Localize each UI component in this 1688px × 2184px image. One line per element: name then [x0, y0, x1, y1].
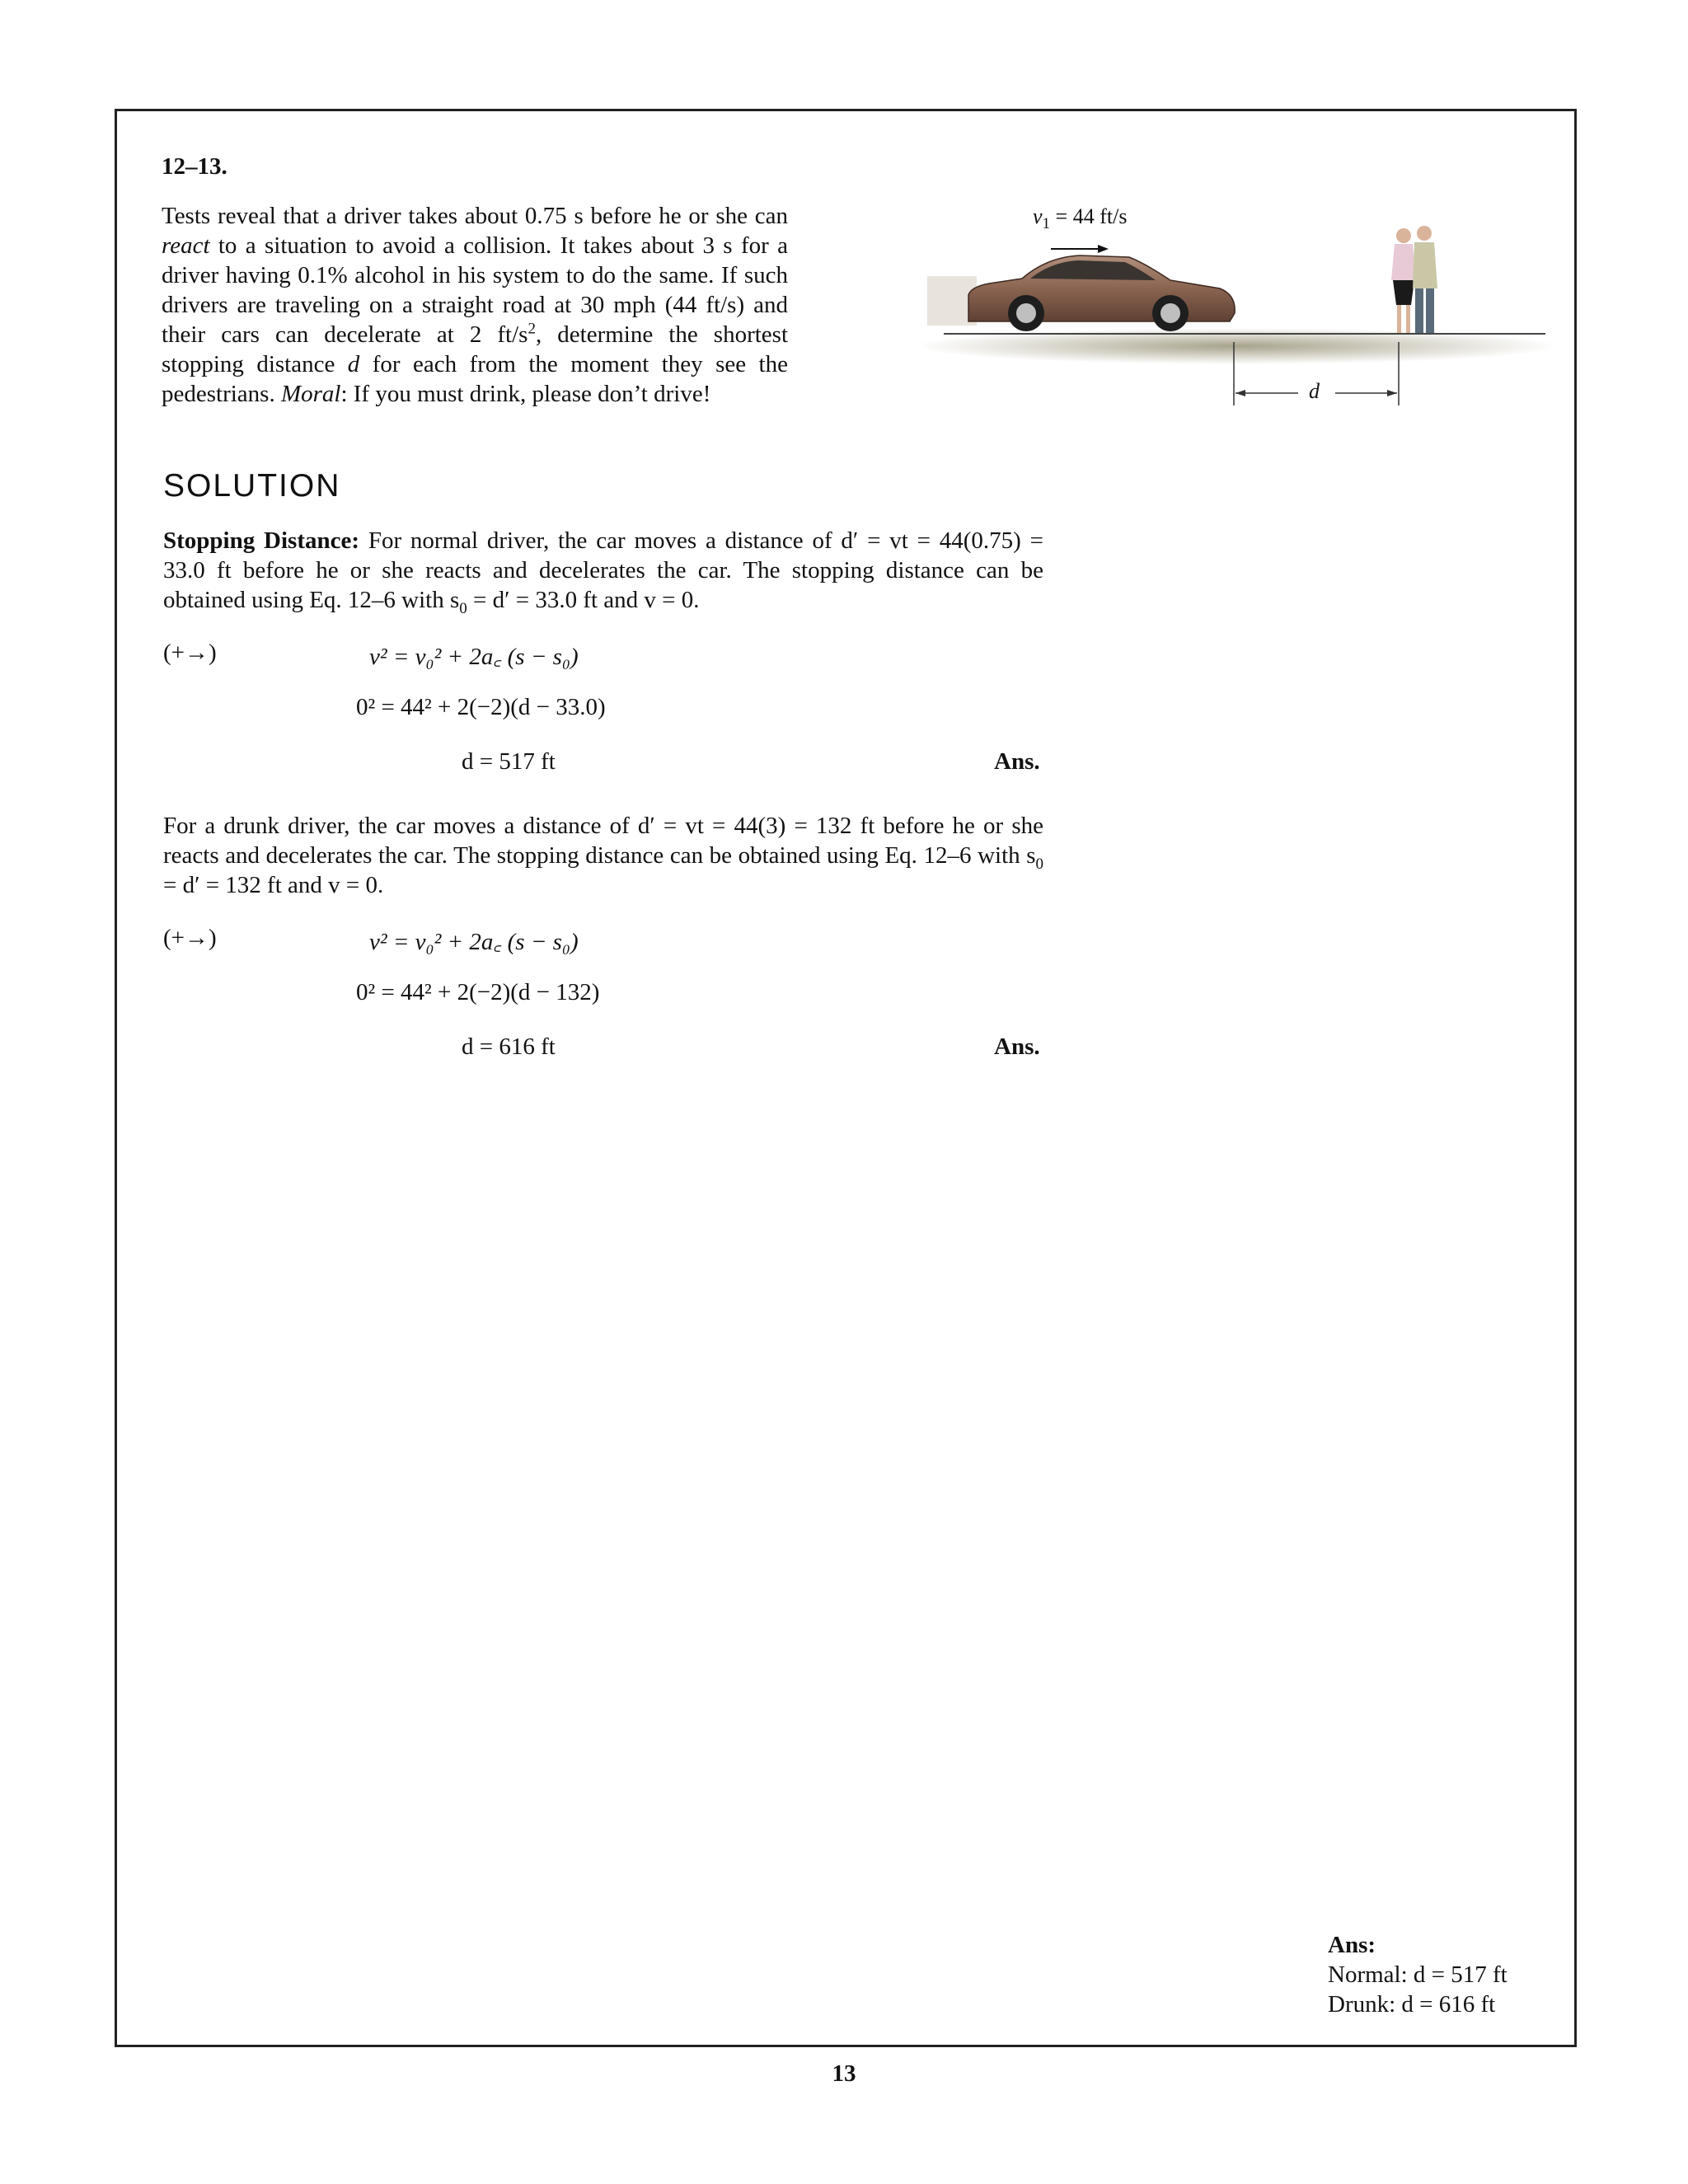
- problem-moral: Moral: [280, 381, 341, 407]
- problem-text: Tests reveal that a driver takes about 0.75 s before he or she can: [162, 203, 788, 229]
- velocity-sub: 1: [1042, 215, 1051, 233]
- problem-statement: [162, 201, 788, 409]
- substituted-equation: 0² = 44² + 2(−2)(d − 33.0): [356, 694, 606, 720]
- stopping-distance-lead: Stopping Distance:: [163, 527, 360, 554]
- dimension-arrow-right: [1387, 390, 1397, 396]
- problem-text: to a situation to avoid a collision. It takes about 3 s for a driver having 0.1% alcohol in his system to do the same. If such drivers are traveling on a straight road at 30 mph (44 ft/s) and their cars can decelerate at 2 ft/s: [162, 232, 788, 348]
- answer-normal: Normal: d = 517 ft: [1328, 1961, 1507, 1988]
- drunk-text-sub: 0: [1035, 855, 1043, 873]
- normal-text: For normal driver, the car moves a distance of d′ = vt = 44(0.75) = 33.0 ft before he or she reacts and decelerates the car. The stopping distance can be obtained using Eq. 12–6 with s: [163, 527, 1043, 613]
- normal-driver-paragraph: [163, 526, 1043, 615]
- answer-label: Ans.: [994, 1033, 1040, 1060]
- car-hub-front: [1160, 303, 1180, 323]
- problem-text: , determine the shortest stopping distance: [162, 321, 789, 377]
- answer-drunk: Drunk: d = 616 ft: [1328, 1991, 1496, 2018]
- page-number: 13: [832, 2060, 856, 2087]
- velocity-arrowhead: [1098, 245, 1109, 253]
- car-pedestrian-diagram: [923, 198, 1558, 412]
- problem-number: 12–13.: [162, 153, 227, 180]
- substituted-equation: 0² = 44² + 2(−2)(d − 132): [356, 979, 600, 1005]
- solution-heading: SOLUTION: [163, 468, 341, 504]
- car-hub-rear: [1016, 303, 1036, 323]
- velocity-label: [1033, 204, 1128, 233]
- kinematic-equation: v² = v₀² + 2a꜀ (s − s₀): [369, 929, 579, 955]
- kinematic-equation: v² = v₀² + 2a꜀ (s − s₀): [369, 644, 579, 670]
- distance-label: d: [1309, 379, 1320, 403]
- pedestrian-man: [1413, 226, 1437, 333]
- problem-text-italic: react: [162, 232, 210, 259]
- velocity-var: v: [1033, 204, 1043, 228]
- problem-text: : If you must drink, please don’t drive!: [340, 381, 711, 407]
- problem-variable-d: d: [347, 351, 360, 377]
- velocity-value: = 44 ft/s: [1050, 204, 1128, 228]
- normal-text-end: = d′ = 33.0 ft and v = 0.: [467, 587, 700, 613]
- drunk-driver-paragraph: [163, 811, 1043, 900]
- pedestrian-woman: [1391, 228, 1416, 333]
- sign-convention: (+→): [163, 640, 217, 666]
- answer-label: Ans.: [994, 748, 1040, 775]
- problem-exponent: 2: [528, 320, 536, 338]
- answer-summary-heading: Ans:: [1328, 1932, 1376, 1958]
- answer-summary: [1328, 1930, 1507, 2019]
- result-equation: d = 517 ft: [462, 748, 556, 775]
- sign-convention: (+→): [163, 925, 217, 951]
- problem-text: for each from the moment they see the pedestrians.: [162, 351, 788, 407]
- normal-text-sub: 0: [459, 599, 467, 617]
- result-equation: d = 616 ft: [462, 1033, 556, 1060]
- dimension-arrow-left: [1236, 390, 1245, 396]
- drunk-text-end: = d′ = 132 ft and v = 0.: [163, 872, 384, 898]
- drunk-text: For a drunk driver, the car moves a distance of d′ = vt = 44(3) = 132 ft before he or she reacts and decelerates the car. The stopping distance can be obtained using Eq. 12–6 with s: [163, 813, 1043, 869]
- problem-figure: [923, 198, 1558, 412]
